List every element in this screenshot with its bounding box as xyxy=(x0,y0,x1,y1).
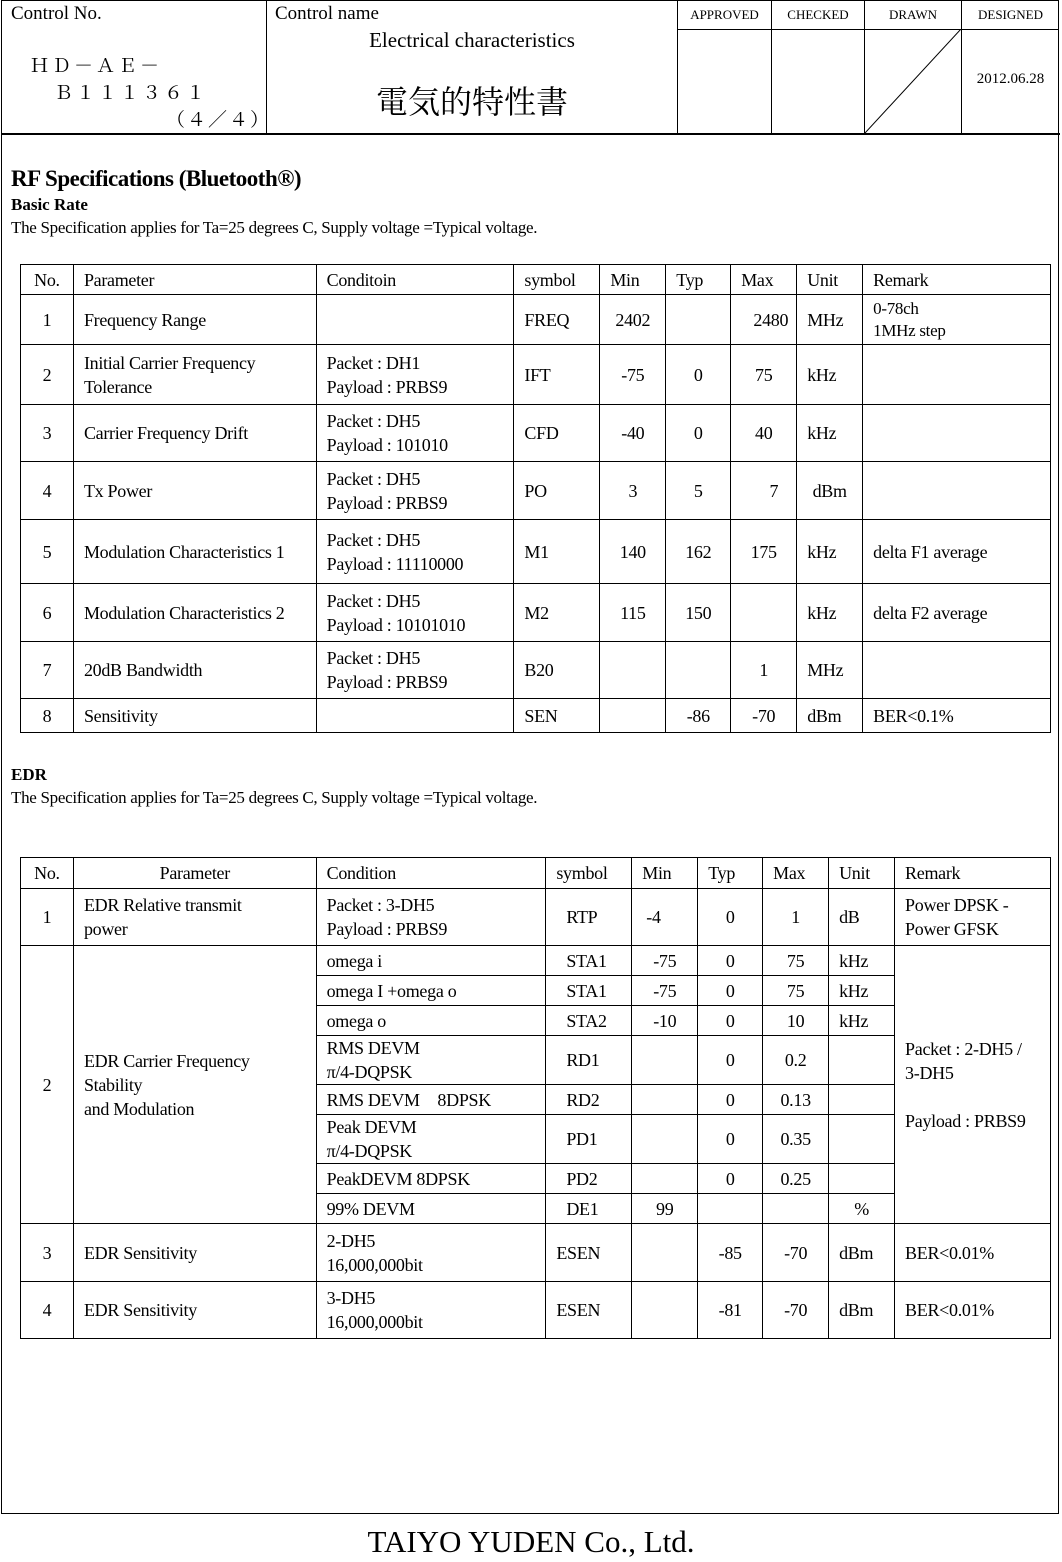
cell-typ: 5 xyxy=(666,462,731,520)
cell-min xyxy=(600,642,666,699)
header-cell: Typ xyxy=(666,265,731,295)
header-cell: No. xyxy=(21,265,74,295)
basic-rate-heading: Basic Rate xyxy=(11,195,88,214)
cond-line: Payload : 11110000 xyxy=(326,553,464,574)
cell-min: -75 xyxy=(632,946,698,976)
cond-line: Packet : DH5 xyxy=(326,411,421,431)
cell-unit: kHz xyxy=(829,946,895,976)
cond-line: 3-DH5 xyxy=(326,1288,376,1308)
cell-min xyxy=(632,1282,698,1339)
cell-condition: 99% DEVM xyxy=(316,1194,546,1224)
cell-max: 1 xyxy=(731,642,797,699)
table-row xyxy=(21,889,1051,946)
cell-condition xyxy=(316,1282,546,1339)
cell-min: 2402 xyxy=(600,295,666,345)
cell-min: -75 xyxy=(600,345,666,405)
cell-typ: 162 xyxy=(666,520,731,584)
cell-remark xyxy=(863,642,1051,699)
cond-line: π/4-DQPSK xyxy=(326,1062,413,1082)
cell-min: -4 xyxy=(632,889,698,946)
param-line: EDR Carrier Frequency xyxy=(83,1050,250,1071)
cell-condition: omega o xyxy=(316,1006,546,1036)
cell-symbol: STA2 xyxy=(546,1006,632,1036)
cell-no: 4 xyxy=(21,462,74,520)
header-cell: Unit xyxy=(829,858,895,889)
header-cell: Remark xyxy=(895,858,1051,889)
cell-no: 7 xyxy=(21,642,74,699)
cell-remark: BER<0.1% xyxy=(863,699,1051,733)
cell-no: 6 xyxy=(21,584,74,642)
cell-symbol: RTP xyxy=(546,889,632,946)
basic-rate-table xyxy=(20,264,1051,733)
cell-remark xyxy=(863,345,1051,405)
cell-max: -70 xyxy=(763,1282,829,1339)
cell-min: -75 xyxy=(632,976,698,1006)
remark-line: Power GFSK xyxy=(905,919,999,939)
control-no-label: Control No. xyxy=(11,3,102,24)
cell-max: 1 xyxy=(763,889,829,946)
cell-condition xyxy=(316,520,514,584)
cell-no: 4 xyxy=(21,1282,74,1339)
cell-typ: 150 xyxy=(666,584,731,642)
cell-symbol: STA1 xyxy=(546,946,632,976)
cell-condition xyxy=(316,345,514,405)
cond-line: Payload : 101010 xyxy=(326,435,448,455)
cell-symbol: PO xyxy=(514,462,600,520)
edr-heading: EDR xyxy=(11,765,47,784)
cell-typ xyxy=(666,642,731,699)
header-cell: Unit xyxy=(797,265,863,295)
basic-rate-note: The Specification applies for Ta=25 degrees C, Supply voltage =Typical voltage. xyxy=(11,218,538,237)
cell-max: 75 xyxy=(731,345,797,405)
remark-line: Payload : PRBS9 xyxy=(905,1110,1026,1131)
title-block xyxy=(2,1,1060,135)
cell-typ xyxy=(698,1194,763,1224)
cond-line: Peak DEVM xyxy=(326,1117,417,1137)
cond-line: Packet : DH5 xyxy=(326,468,421,489)
header-cell: Conditoin xyxy=(316,265,514,295)
cell-max: 10 xyxy=(763,1006,829,1036)
remark-line: 0-78ch xyxy=(873,298,919,318)
cell-symbol: PD2 xyxy=(546,1164,632,1194)
checked-label: CHECKED xyxy=(772,1,864,30)
cell-unit: dB xyxy=(829,889,895,946)
table-row xyxy=(21,699,1051,733)
cell-remark xyxy=(863,462,1051,520)
table-row xyxy=(21,462,1051,520)
cell-typ: -86 xyxy=(666,699,731,733)
cell-symbol: PD1 xyxy=(546,1115,632,1164)
cell-max: 2480 xyxy=(731,295,797,345)
header-cell: Max xyxy=(731,265,797,295)
cell-symbol: DE1 xyxy=(546,1194,632,1224)
header-cell: Parameter xyxy=(73,265,316,295)
cell-no: 1 xyxy=(21,889,74,946)
cond-line: Packet : 3-DH5 xyxy=(326,895,435,915)
cell-max: -70 xyxy=(731,699,797,733)
cell-typ: -81 xyxy=(698,1282,763,1339)
param-line: Initial Carrier Frequency xyxy=(83,352,256,373)
cell-min: -40 xyxy=(600,405,666,462)
cell-symbol: M1 xyxy=(514,520,600,584)
header-cell: symbol xyxy=(514,265,600,295)
cell-symbol: ESEN xyxy=(546,1224,632,1282)
cell-unit xyxy=(829,1036,895,1085)
cell-unit xyxy=(829,1164,895,1194)
cond-line: RMS DEVM xyxy=(326,1038,420,1058)
cond-line: 16,000,000bit xyxy=(326,1312,423,1332)
edr-note: The Specification applies for Ta=25 degrees C, Supply voltage =Typical voltage. xyxy=(11,788,538,807)
cell-remark: delta F2 average xyxy=(863,584,1051,642)
cell-symbol: B20 xyxy=(514,642,600,699)
cell-condition xyxy=(316,1115,546,1164)
cell-symbol: FREQ xyxy=(514,295,600,345)
cond-line: Payload : PRBS9 xyxy=(326,376,448,397)
param-line: EDR Relative transmit xyxy=(83,895,242,915)
cell-unit: dBm xyxy=(829,1224,895,1282)
designed-label: DESIGNED xyxy=(962,1,1059,30)
cell-min xyxy=(632,1224,698,1282)
cell-max: 0.25 xyxy=(763,1164,829,1194)
cell-min: -10 xyxy=(632,1006,698,1036)
cell-unit: dBm xyxy=(829,1282,895,1339)
cell-no: 8 xyxy=(21,699,74,733)
cell-no: 3 xyxy=(21,1224,74,1282)
cell-condition xyxy=(316,405,514,462)
table-row xyxy=(21,1282,1051,1339)
cell-symbol: STA1 xyxy=(546,976,632,1006)
cond-line: 2-DH5 xyxy=(326,1230,376,1251)
checked-cell xyxy=(772,1,865,133)
control-name-en: Electrical characteristics xyxy=(369,28,575,52)
cond-line: 16,000,000bit xyxy=(326,1254,423,1275)
cond-line: Packet : DH1 xyxy=(326,352,421,373)
cell-condition xyxy=(316,584,514,642)
cell-unit: dBm xyxy=(797,462,863,520)
cond-line: Packet : DH5 xyxy=(326,648,421,668)
cell-unit: % xyxy=(829,1194,895,1224)
cell-unit: kHz xyxy=(829,1006,895,1036)
table-header-row xyxy=(21,265,1051,295)
cell-symbol: SEN xyxy=(514,699,600,733)
remark-line: 1MHz step xyxy=(873,320,946,340)
cell-parameter: EDR Sensitivity xyxy=(73,1224,316,1282)
cell-condition xyxy=(316,1036,546,1085)
cond-line: Payload : PRBS9 xyxy=(326,919,448,939)
header-cell: Max xyxy=(763,858,829,889)
cell-unit xyxy=(829,1115,895,1164)
header-cell: Remark xyxy=(863,265,1051,295)
cell-symbol: RD2 xyxy=(546,1085,632,1115)
cell-parameter xyxy=(73,345,316,405)
cell-min xyxy=(600,699,666,733)
control-no-line1: ＨＤ－ＡＥ－ xyxy=(30,56,163,77)
control-no-line3: （４／４） xyxy=(166,110,272,131)
cell-min: 115 xyxy=(600,584,666,642)
cell-condition: PeakDEVM 8DPSK xyxy=(316,1164,546,1194)
cell-typ: 0 xyxy=(698,1085,763,1115)
table-row xyxy=(21,345,1051,405)
cell-remark: BER<0.01% xyxy=(895,1282,1051,1339)
cell-typ: 0 xyxy=(666,345,731,405)
cond-line: Packet : DH5 xyxy=(326,590,421,611)
table-row xyxy=(21,405,1051,462)
cell-max: 0.2 xyxy=(763,1036,829,1085)
remark-line: Power DPSK - xyxy=(905,895,1009,915)
cell-condition: omega i xyxy=(316,946,546,976)
cell-no: 3 xyxy=(21,405,74,462)
table-row xyxy=(21,642,1051,699)
cell-max: 7 xyxy=(731,462,797,520)
table-row xyxy=(21,1224,1051,1282)
cell-remark: BER<0.01% xyxy=(895,1224,1051,1282)
header-cell: Typ xyxy=(698,858,763,889)
cell-remark xyxy=(863,295,1051,345)
cond-line: Payload : PRBS9 xyxy=(326,672,448,692)
cell-typ: 0 xyxy=(698,1115,763,1164)
cell-unit: kHz xyxy=(829,976,895,1006)
cell-symbol: M2 xyxy=(514,584,600,642)
table-row xyxy=(21,295,1051,345)
cell-min: 140 xyxy=(600,520,666,584)
cell-parameter xyxy=(73,889,316,946)
cell-typ: 0 xyxy=(698,976,763,1006)
param-line: power xyxy=(83,919,128,939)
cell-unit: dBm xyxy=(797,699,863,733)
cell-parameter: Modulation Characteristics 1 xyxy=(73,520,316,584)
header-cell: Condition xyxy=(316,858,546,889)
cell-min xyxy=(632,1115,698,1164)
cell-no: 5 xyxy=(21,520,74,584)
param-line: and Modulation xyxy=(83,1098,195,1119)
cell-min xyxy=(632,1164,698,1194)
cell-max xyxy=(763,1194,829,1224)
cell-max: 0.35 xyxy=(763,1115,829,1164)
header-cell: Min xyxy=(600,265,666,295)
section-title: RF Specifications (Bluetooth®) xyxy=(11,166,302,191)
cell-unit: kHz xyxy=(797,345,863,405)
company-footer: TAIYO YUDEN Co., Ltd. xyxy=(367,1524,695,1559)
cell-parameter: EDR Sensitivity xyxy=(73,1282,316,1339)
cell-condition xyxy=(316,889,546,946)
cell-max: 40 xyxy=(731,405,797,462)
cell-typ: 0 xyxy=(698,1006,763,1036)
cell-remark: delta F1 average xyxy=(863,520,1051,584)
cell-condition xyxy=(316,1224,546,1282)
control-no-cell xyxy=(2,1,272,133)
cell-unit xyxy=(829,1085,895,1115)
remark-line: Packet : 2-DH5 / xyxy=(905,1038,1022,1059)
cell-max xyxy=(731,584,797,642)
cond-line: Packet : DH5 xyxy=(326,529,421,550)
cell-min: 99 xyxy=(632,1194,698,1224)
cell-typ: -85 xyxy=(698,1224,763,1282)
cell-unit: kHz xyxy=(797,405,863,462)
cell-condition: RMS DEVM 8DPSK xyxy=(316,1085,546,1115)
empty-slash-mark xyxy=(865,29,961,133)
cell-unit: kHz xyxy=(797,520,863,584)
cell-symbol: ESEN xyxy=(546,1282,632,1339)
control-name-label: Control name xyxy=(275,3,379,24)
cell-typ: 0 xyxy=(666,405,731,462)
cell-typ xyxy=(666,295,731,345)
cell-symbol: RD1 xyxy=(546,1036,632,1085)
cell-parameter: 20dB Bandwidth xyxy=(73,642,316,699)
drawn-label: DRAWN xyxy=(865,1,961,30)
cell-parameter: Sensitivity xyxy=(73,699,316,733)
table-header-row xyxy=(21,858,1051,889)
cell-condition: omega I +omega o xyxy=(316,976,546,1006)
cell-max: 75 xyxy=(763,946,829,976)
control-no-line2: Ｂ１１１３６１ xyxy=(54,83,209,104)
control-name-jp: 電気的特性書 xyxy=(375,84,568,120)
header-cell: Parameter xyxy=(73,858,316,889)
cell-max: 75 xyxy=(763,976,829,1006)
approved-label: APPROVED xyxy=(678,1,771,30)
param-line: Stability xyxy=(83,1074,143,1095)
cell-condition xyxy=(316,462,514,520)
cell-condition xyxy=(316,642,514,699)
cond-line: Payload : PRBS9 xyxy=(326,492,448,513)
cell-symbol: IFT xyxy=(514,345,600,405)
param-line: Tolerance xyxy=(83,376,152,397)
cell-typ: 0 xyxy=(698,889,763,946)
remark-line: 3-DH5 xyxy=(905,1062,954,1083)
cell-max: 175 xyxy=(731,520,797,584)
header-cell: Min xyxy=(632,858,698,889)
cell-condition xyxy=(316,699,514,733)
designed-date: 2012.06.28 xyxy=(976,71,1045,87)
cond-line: π/4-DQPSK xyxy=(326,1141,413,1161)
cell-symbol: CFD xyxy=(514,405,600,462)
cell-max: -70 xyxy=(763,1224,829,1282)
cell-unit: MHz xyxy=(797,295,863,345)
cell-max: 0.13 xyxy=(763,1085,829,1115)
control-name-cell xyxy=(267,1,678,133)
cell-condition xyxy=(316,295,514,345)
cell-unit: MHz xyxy=(797,642,863,699)
cell-unit: kHz xyxy=(797,584,863,642)
cell-remark xyxy=(863,405,1051,462)
drawn-cell xyxy=(865,1,962,133)
table-row xyxy=(21,584,1051,642)
cell-parameter: Tx Power xyxy=(73,462,316,520)
cell-typ: 0 xyxy=(698,946,763,976)
designed-cell xyxy=(962,1,1059,133)
cell-min xyxy=(632,1036,698,1085)
cond-line: Payload : 10101010 xyxy=(326,614,466,635)
cell-parameter: Frequency Range xyxy=(73,295,316,345)
cell-min: 3 xyxy=(600,462,666,520)
header-cell: No. xyxy=(21,858,74,889)
cell-parameter: Modulation Characteristics 2 xyxy=(73,584,316,642)
cell-remark xyxy=(895,889,1051,946)
cell-no: 2 xyxy=(21,345,74,405)
cell-no: 2 xyxy=(21,946,74,1224)
cell-typ: 0 xyxy=(698,1036,763,1085)
approved-cell xyxy=(678,1,772,133)
cell-remark xyxy=(895,946,1051,1224)
cell-min xyxy=(632,1085,698,1115)
table-row xyxy=(21,946,1051,976)
header-cell: symbol xyxy=(546,858,632,889)
cell-no: 1 xyxy=(21,295,74,345)
cell-parameter xyxy=(73,946,316,1224)
cell-parameter: Carrier Frequency Drift xyxy=(73,405,316,462)
cell-typ: 0 xyxy=(698,1164,763,1194)
table-row xyxy=(21,520,1051,584)
edr-table xyxy=(20,857,1051,1339)
